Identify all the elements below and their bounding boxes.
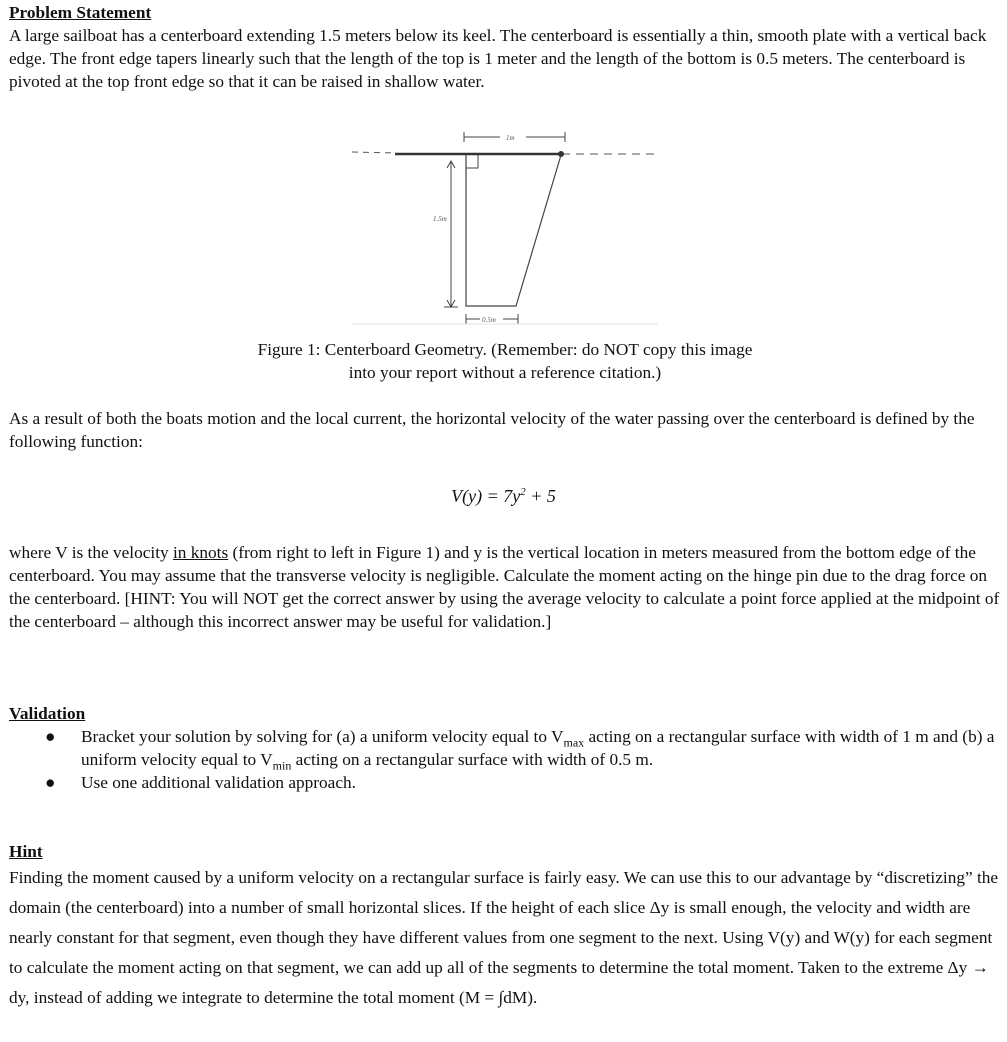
keel-dash-left — [352, 152, 395, 153]
velocity-description-text — [9, 541, 1001, 633]
figure-caption — [150, 338, 860, 384]
in-knots-underlined: in knots — [172, 543, 229, 562]
velocity-description-part-2: (from right to left in Figure 1) and y is the vertical location in meters measured from the bottom edge of the centerboard. You may assume that the transverse velocity is negligible. Calculate the moment acting on the hinge pin due to the drag force on the centerboard. [HINT: You will NOT get the correct answer by using the average velocity to calculate a point force applied at the midpoint of the centerboard – although this incorrect answer may be useful for validation.] — [9, 543, 1000, 631]
problem-statement-section — [9, 1, 999, 93]
velocity-equation — [0, 481, 1007, 508]
vmax-subscript: max — [563, 735, 585, 750]
vmin-subscript: min — [272, 758, 292, 773]
velocity-intro-section — [9, 407, 999, 453]
problem-statement-text: A large sailboat has a centerboard extending 1.5 meters below its keel. The centerboard is essentially a thin, smooth plate with a vertical back edge. The front edge tapers linearly such that the length of the top is 1 meter and the length of the bottom is 0.5 meters. The centerboard is pivoted at the top front edge so that it can be raised in shallow water. — [9, 26, 987, 91]
validation-item-1-text-c: acting on a rectangular surface with width of 0.5 m. — [291, 750, 654, 769]
validation-list — [9, 725, 1001, 794]
right-angle-marker — [466, 155, 478, 168]
top-dim-label: 1m — [506, 134, 515, 142]
hint-heading: Hint — [9, 842, 43, 861]
validation-section — [9, 702, 1001, 794]
figure-caption-line-2: into your report without a reference citation.) — [348, 363, 662, 382]
bullet-icon: ● — [45, 773, 56, 792]
equation-lhs: V(y) = 7y — [451, 486, 521, 506]
bullet-icon: ● — [45, 727, 56, 746]
velocity-description-section — [9, 541, 1001, 633]
hint-section — [9, 840, 1001, 1013]
bottom-dim-label: 0.5m — [482, 316, 496, 324]
centerboard-outline — [466, 154, 561, 306]
equation-exponent: 2 — [520, 486, 526, 498]
velocity-intro-text: As a result of both the boats motion and the local current, the horizontal velocity of the water passing over the centerboard is defined by the following function: — [9, 409, 975, 451]
problem-statement-heading: Problem Statement — [9, 3, 152, 22]
validation-item-1 — [9, 725, 1001, 771]
velocity-description-part-1: where V is the velocity — [9, 543, 173, 562]
validation-item-1-text-a: Bracket your solution by solving for (a) a uniform velocity equal to V — [81, 727, 564, 746]
centerboard-diagram — [340, 122, 670, 332]
validation-heading: Validation — [9, 704, 86, 723]
figure-caption-line-1: Figure 1: Centerboard Geometry. (Remember: do NOT copy this image — [257, 340, 753, 359]
validation-item-2-text: Use one additional validation approach. — [81, 773, 356, 792]
height-dim-label: 1.5m — [433, 215, 447, 223]
validation-item-2 — [9, 771, 1001, 794]
validation-item-1-text-b: acting on a rectangular surface with width of 1 m and (b) a uniform velocity equal to V — [81, 727, 995, 769]
hint-text: Finding the moment caused by a uniform velocity on a rectangular surface is fairly easy. We can use this to our advantage by “discretizing” the domain (the centerboard) into a number of small horizontal slices. If the height of each slice Δy is small enough, the velocity and width are nearly constant for that segment, even though they have different values from one segment to the next. Using V(y) and W(y) for each segment to calculate the moment acting on that segment, we can add up all of the segments to determine the total moment. Taken to the extreme Δy → dy, instead of adding we integrate to determine the total moment (M = ∫dM). — [9, 868, 999, 1007]
equation-rhs: + 5 — [525, 486, 556, 506]
centerboard-figure — [340, 122, 670, 332]
